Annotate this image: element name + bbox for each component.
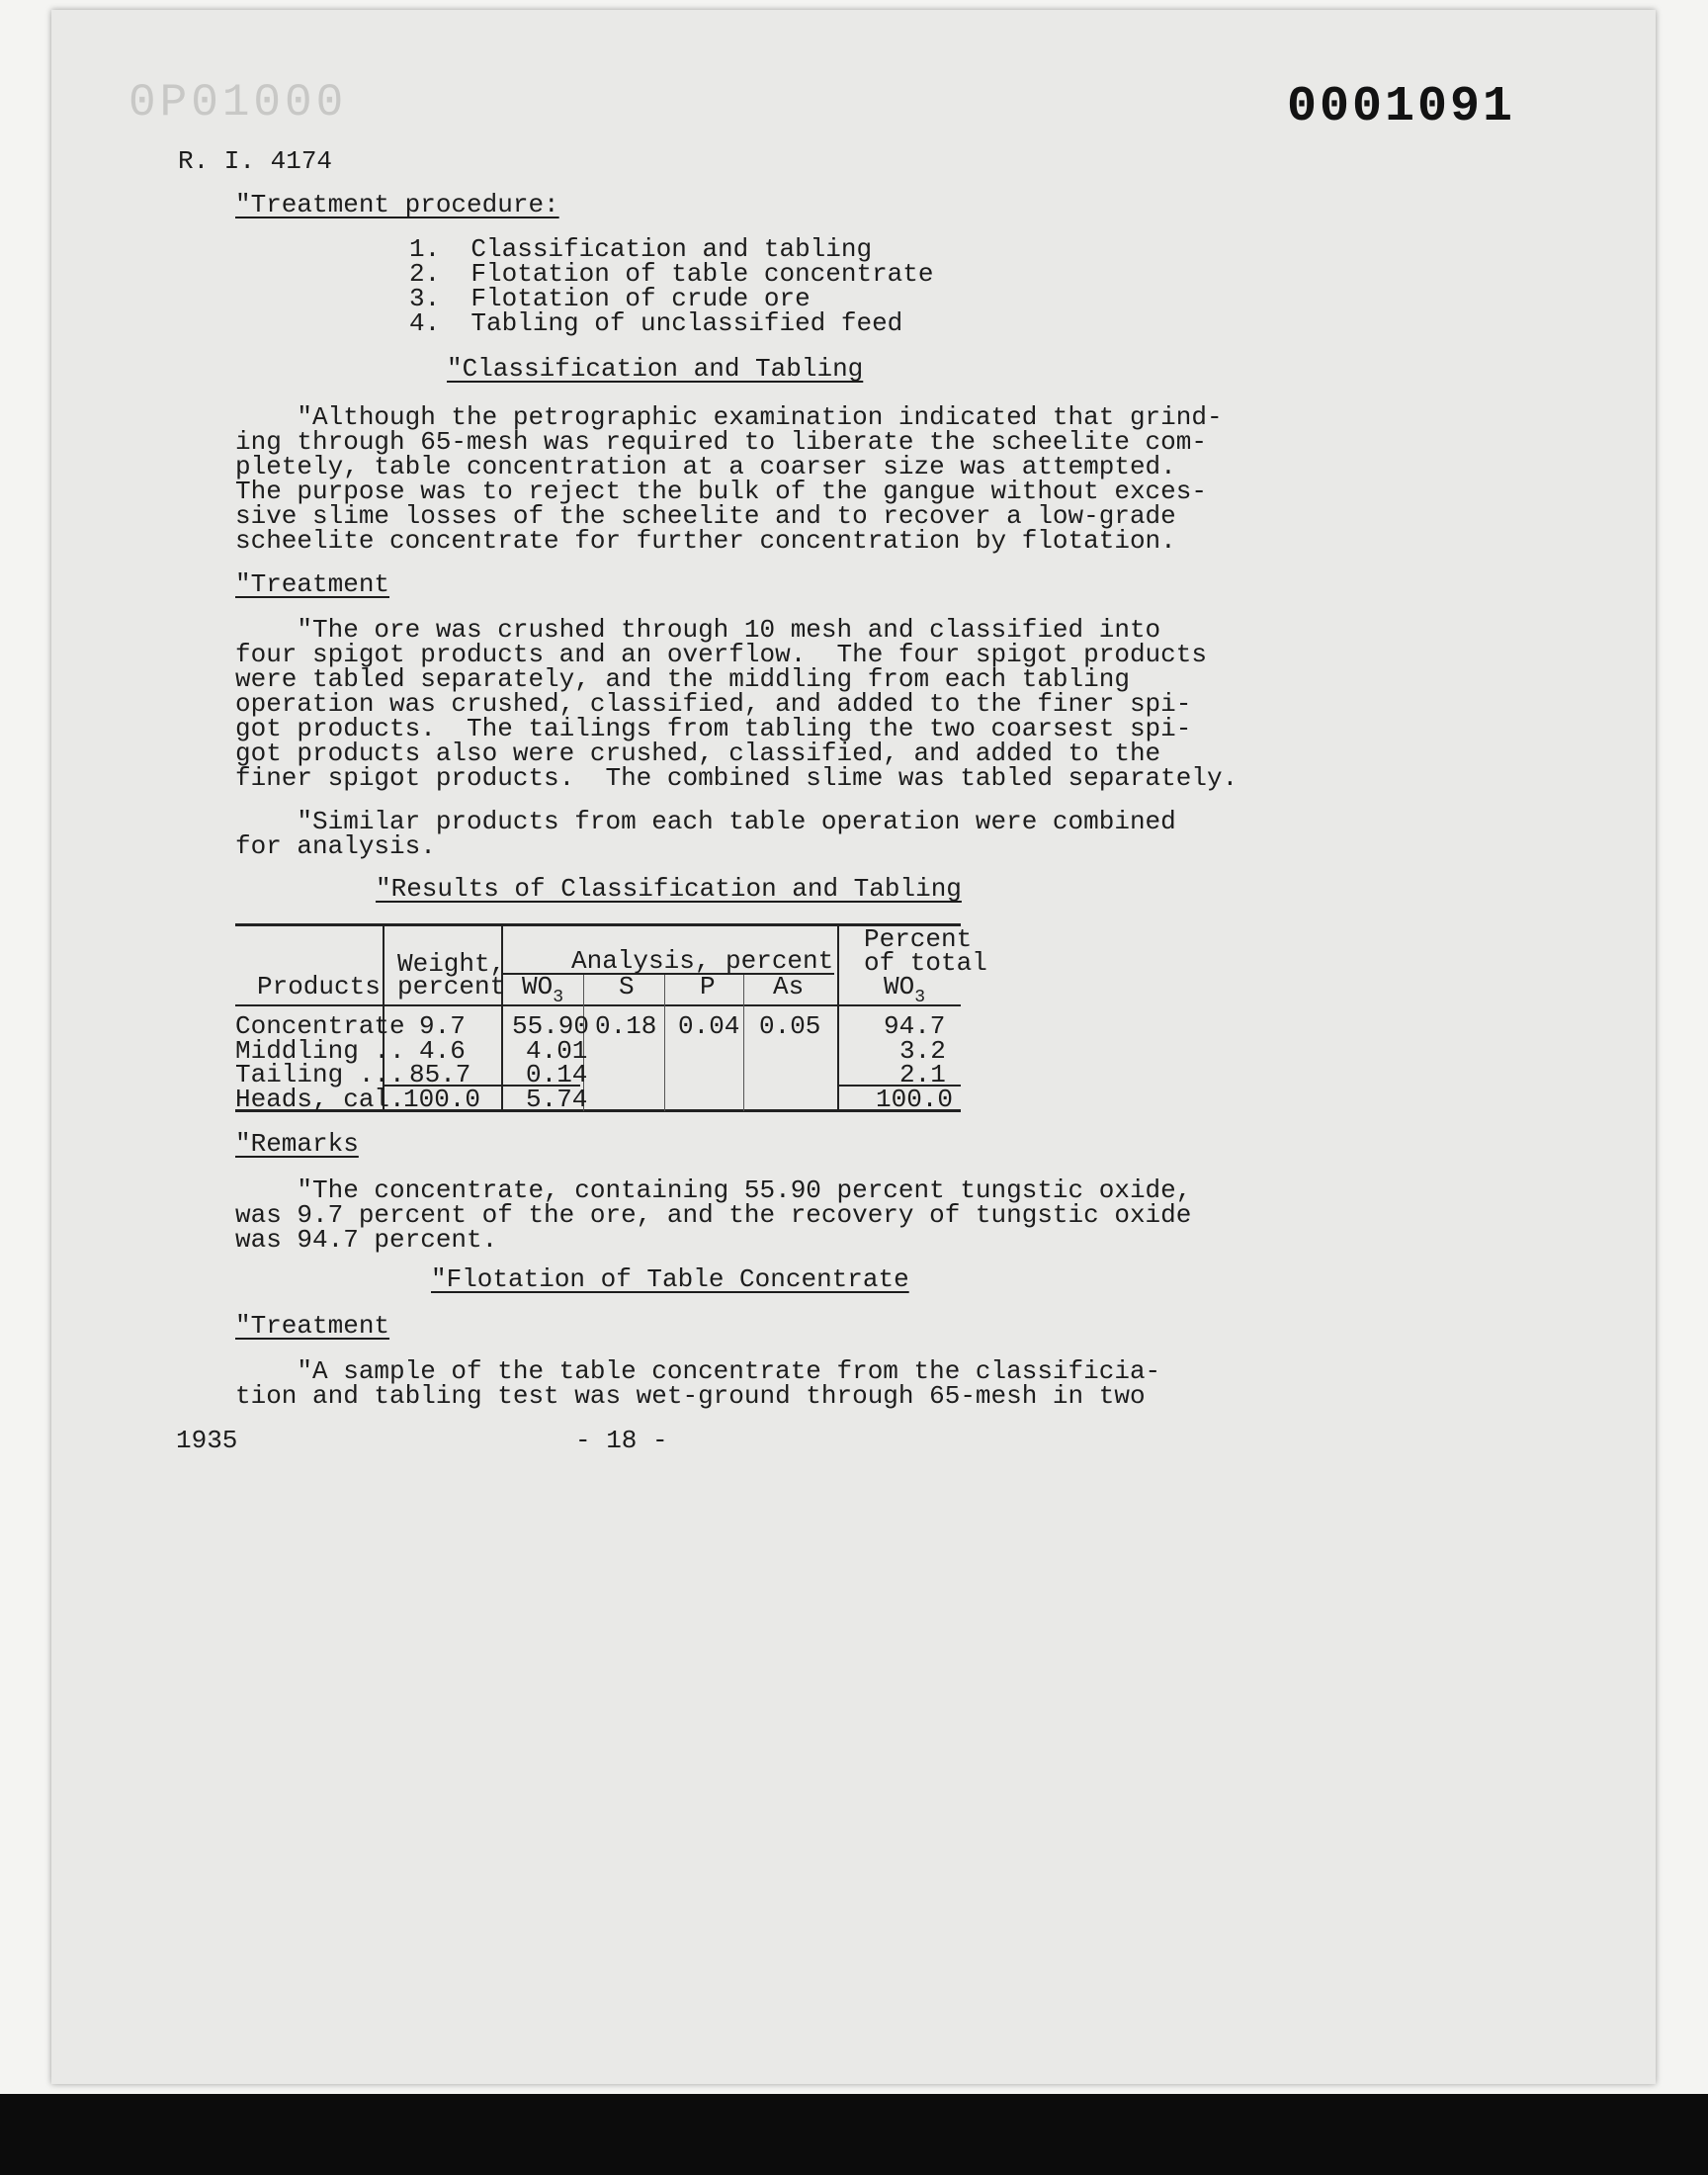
cell-pct: 100.0 xyxy=(876,1085,954,1114)
header-s: S xyxy=(619,972,635,1001)
cell-wo3: 0.14 xyxy=(526,1060,588,1089)
procedure-item: 1. Classification and tabling xyxy=(409,234,873,264)
document-page xyxy=(51,10,1656,2084)
header-products: Products xyxy=(257,972,381,1001)
procedure-item: 3. Flotation of crude ore xyxy=(409,284,811,313)
text-line: were tabled separately, and the middling from each tabling xyxy=(235,664,1130,694)
cell-p: 0.04 xyxy=(678,1011,740,1041)
header-analysis: Analysis, percent xyxy=(571,946,834,976)
table-rule xyxy=(235,1004,961,1006)
text-line: scheelite concentrate for further concentration by flotation. xyxy=(235,526,1176,556)
text-line: "Although the petrographic examination indicated that grind- xyxy=(235,402,1223,432)
cell-weight: 4.6 xyxy=(419,1036,466,1066)
remarks-heading: "Remarks xyxy=(235,1129,359,1159)
text-line: was 9.7 percent of the ore, and the recovery of tungstic oxide xyxy=(235,1200,1192,1230)
text-line: "The concentrate, containing 55.90 percent tungstic oxide, xyxy=(235,1175,1192,1205)
cell-wo3: 55.90 xyxy=(512,1011,590,1041)
cell-pct: 94.7 xyxy=(884,1011,946,1041)
cell-weight: 100.0 xyxy=(403,1085,481,1114)
footer-year: 1935 xyxy=(176,1426,238,1455)
table-rule xyxy=(664,975,665,1111)
text-line: got products. The tailings from tabling the two coarsest spi- xyxy=(235,714,1192,743)
cell-s: 0.18 xyxy=(595,1011,657,1041)
text-line: The purpose was to reject the bulk of the gangue without exces- xyxy=(235,477,1207,506)
cell-product: Heads, cal. xyxy=(235,1085,405,1114)
text-line: "A sample of the table concentrate from the classificia- xyxy=(235,1356,1161,1386)
text-line: got products also were crushed, classified, and added to the xyxy=(235,739,1161,768)
treatment-procedure-title: "Treatment procedure: xyxy=(235,190,559,219)
header-percent-wo3: $WO_3$ xyxy=(884,972,926,1007)
treatment-heading: "Treatment xyxy=(235,569,390,599)
header-as: As xyxy=(773,972,805,1001)
table-title: "Results of Classification and Tabling xyxy=(376,874,962,904)
cell-product: Tailing ... xyxy=(235,1060,405,1089)
cell-wo3: 5.74 xyxy=(526,1085,588,1114)
text-line: "The ore was crushed through 10 mesh and classified into xyxy=(235,615,1161,645)
cell-pct: 2.1 xyxy=(899,1060,946,1089)
page-number: - 18 - xyxy=(575,1426,668,1455)
header-percent: of total xyxy=(864,948,987,978)
header-weight: Weight, xyxy=(397,949,506,979)
text-line: sive slime losses of the scheelite and to recover a low-grade xyxy=(235,501,1176,531)
text-line: was 94.7 percent. xyxy=(235,1225,498,1255)
cell-product: Concentrate xyxy=(235,1011,405,1041)
cell-wo3: 4.01 xyxy=(526,1036,588,1066)
table-rule xyxy=(235,923,961,926)
header-weight: percent xyxy=(397,972,506,1001)
cell-weight: 9.7 xyxy=(419,1011,466,1041)
text-line: pletely, table concentration at a coarser size was attempted. xyxy=(235,452,1176,481)
treatment-heading-2: "Treatment xyxy=(235,1311,390,1341)
header-wo3: $WO_3$ xyxy=(522,972,564,1007)
report-id: R. I. 4174 xyxy=(178,146,333,176)
text-line: for analysis. xyxy=(235,831,436,861)
text-line: tion and tabling test was wet-ground through 65-mesh in two xyxy=(235,1381,1146,1411)
cell-pct: 3.2 xyxy=(899,1036,946,1066)
table-rule xyxy=(743,975,744,1111)
text-line: finer spigot products. The combined slime was tabled separately. xyxy=(235,763,1238,793)
text-line: ing through 65-mesh was required to liberate the scheelite com- xyxy=(235,427,1207,457)
stamp-number-faded: 0P01000 xyxy=(128,77,348,129)
header-p: P xyxy=(700,972,716,1001)
cell-product: Middling .. xyxy=(235,1036,405,1066)
cell-as: 0.05 xyxy=(759,1011,821,1041)
text-line: operation was crushed, classified, and added to the finer spi- xyxy=(235,689,1192,719)
text-line: four spigot products and an overflow. The four spigot products xyxy=(235,640,1207,669)
procedure-item: 2. Flotation of table concentrate xyxy=(409,259,934,289)
header-percent: Percent xyxy=(864,924,973,954)
stamp-number: 0001091 xyxy=(1287,79,1516,135)
cell-weight: 85.7 xyxy=(409,1060,471,1089)
flotation-heading: "Flotation of Table Concentrate xyxy=(431,1264,909,1294)
classification-heading: "Classification and Tabling xyxy=(447,354,864,384)
procedure-item: 4. Tabling of unclassified feed xyxy=(409,308,903,338)
table-rule xyxy=(837,925,839,1111)
text-line: "Similar products from each table operation were combined xyxy=(235,807,1176,836)
scan-bottom-border xyxy=(0,2094,1708,2175)
